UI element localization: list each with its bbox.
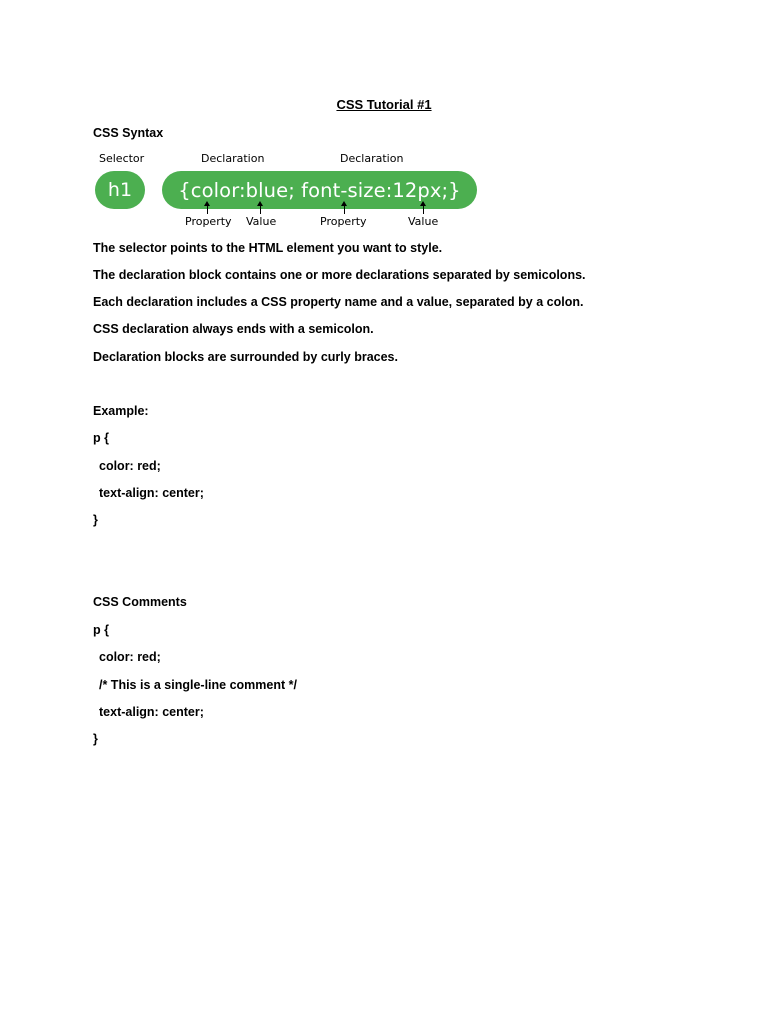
code-line: text-align: center;	[99, 705, 204, 719]
declaration-block-pill: {color:blue; font-size:12px;}	[162, 171, 477, 209]
code-line: }	[93, 732, 98, 746]
paragraph: CSS declaration always ends with a semicolon.	[93, 322, 374, 336]
paragraph: Declaration blocks are surrounded by curly braces.	[93, 350, 398, 364]
paragraph: The declaration block contains one or more declarations separated by semicolons.	[93, 268, 586, 282]
syntax-heading: CSS Syntax	[93, 126, 164, 140]
code-line: color: red;	[99, 459, 161, 473]
selector-label: Selector	[99, 152, 145, 165]
property-arrow-1	[207, 203, 208, 214]
property-label-1: Property	[185, 215, 232, 228]
code-line: }	[93, 513, 98, 527]
code-line: text-align: center;	[99, 486, 204, 500]
paragraph: The selector points to the HTML element you want to style.	[93, 241, 443, 255]
paragraph: Each declaration includes a CSS property name and a value, separated by a colon.	[93, 295, 584, 309]
page-title: CSS Tutorial #1	[336, 97, 432, 112]
css-syntax-diagram	[90, 150, 490, 232]
declaration-label-2: Declaration	[340, 152, 404, 165]
example-heading: Example:	[93, 404, 149, 418]
comments-heading: CSS Comments	[93, 595, 187, 609]
code-line: p {	[93, 623, 109, 637]
value-arrow-1	[260, 203, 261, 214]
value-label-1: Value	[246, 215, 277, 228]
code-comment-line: /* This is a single-line comment */	[99, 678, 297, 692]
code-line: p {	[93, 431, 109, 445]
property-label-2: Property	[320, 215, 367, 228]
value-label-2: Value	[408, 215, 439, 228]
value-arrow-2	[423, 203, 424, 214]
selector-pill: h1	[95, 171, 145, 209]
code-line: color: red;	[99, 650, 161, 664]
declaration-label-1: Declaration	[201, 152, 265, 165]
property-arrow-2	[344, 203, 345, 214]
